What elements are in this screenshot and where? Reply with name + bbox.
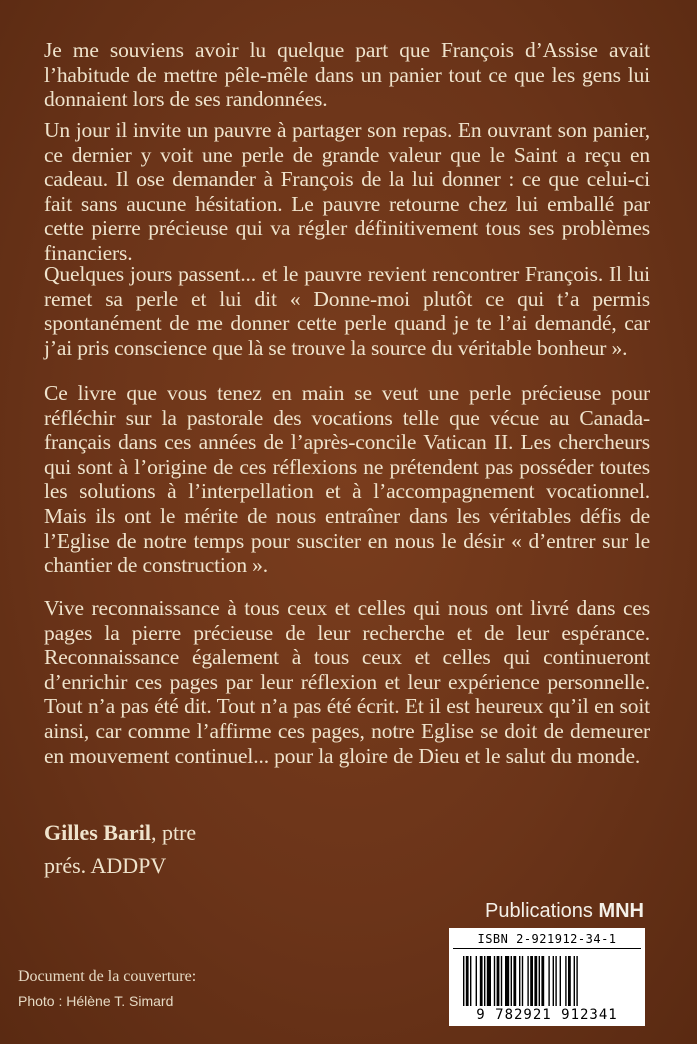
barcode-bar <box>534 956 537 1006</box>
barcode-bar <box>487 956 491 1006</box>
barcode-bar <box>470 956 471 1006</box>
barcode-bar <box>466 956 469 1006</box>
publisher-logo <box>485 900 644 923</box>
body-paragraph: Ce livre que vous tenez en main se veut une perle précieuse pour réfléchir sur la pastorale des vocations telle que vécue au Canada-français dans ces années de l’après-concile Vatican II. Les chercheurs qui sont à l’origine de ces réflexions ne prétendent pas posséder toutes les solutions à l’interpellation et à l’accompagnement vocationnel. Mais ils ont le mérite de nous entraîner dans les véritables défis de l’Eglise de notre temps pour susciter en nous le désir « d’entrer sur le chantier de construction ». <box>44 381 650 578</box>
barcode-bar <box>555 956 556 1006</box>
barcode-bar <box>484 956 485 1006</box>
barcode-bar <box>511 956 512 1006</box>
barcode-bar <box>541 956 544 1006</box>
barcode-bar <box>522 956 523 1006</box>
isbn-label: ISBN 2-921912-34-1 <box>453 932 641 949</box>
signature-title: , ptre <box>150 820 197 845</box>
publisher-prefix: Publications <box>485 900 599 922</box>
body-paragraph: Quelques jours passent... et le pauvre revient rencontrer François. Il lui remet sa perle et lui dit « Donne-moi plutôt ce qui t’a permis spontanément de me donner cette perle quand je te l’ai demandé, car j’ai pris conscience que là se trouve la source du véritable bonheur ». <box>44 262 650 360</box>
barcode-digits: 9 782921 912341 <box>476 1007 618 1023</box>
barcode-bar <box>565 956 566 1006</box>
signature-role: prés. ADDPV <box>44 853 167 878</box>
body-paragraph: Un jour il invite un pauvre à partager son repas. En ouvrant son panier, ce dernier y voit une perle de grande valeur que le Saint a reçu en cadeau. Il ose demander à François de la lui donner : ce que celui-ci fait sans aucune hésitation. Le pauvre retourne chez lui emballé par cette pierre précieuse qui va régler définitivement tous ses problèmes financiers. <box>44 118 650 265</box>
barcode-bar <box>476 956 477 1006</box>
signature-name: Gilles Baril <box>44 820 151 845</box>
barcode-bar <box>505 956 509 1006</box>
cover-credit-label: Document de la couverture: <box>18 968 197 985</box>
barcode-bar <box>463 956 464 1006</box>
barcode-bar <box>480 956 483 1006</box>
barcode-bar <box>560 956 561 1006</box>
signature <box>44 820 196 846</box>
photo-credit: Photo : Hélène T. Simard <box>18 993 174 1009</box>
publisher-brand: MNH <box>598 900 644 922</box>
barcode-bar <box>574 956 575 1006</box>
isbn-barcode <box>449 928 645 1026</box>
barcode-bar <box>501 956 502 1006</box>
barcode-bar <box>527 956 528 1006</box>
barcode-bar <box>530 956 533 1006</box>
barcode-bar <box>568 956 571 1006</box>
barcode-bar <box>497 956 500 1006</box>
barcode-bar <box>519 956 520 1006</box>
barcode-bar <box>553 956 554 1006</box>
barcode-bar <box>548 956 549 1006</box>
barcode-bar <box>494 956 495 1006</box>
barcode-bar <box>539 956 540 1006</box>
barcode-bar <box>513 956 516 1006</box>
body-paragraph: Je me souviens avoir lu quelque part que François d’Assise avait l’habitude de mettre pêle-mêle dans un panier tout ce que les gens lui donnaient lors de ses randonnées. <box>44 38 650 112</box>
barcode-bar <box>576 956 577 1006</box>
barcode-icon <box>463 956 631 1006</box>
body-paragraph: Vive reconnaissance à tous ceux et celles qui nous ont livré dans ces pages la pierre précieuse de leur recherche et de leur espérance. Reconnaissance également à tous ceux et celles qui continueront d’enrichir ces pages par leur réflexion et leur expérience personnelle. Tout n’a pas été dit. Tout n’a pas été écrit. Et il est heureux qu’il en soit ainsi, car comme l’affirme ces pages, notre Eglise se doit de demeurer en mouvement continuel... pour la gloire de Dieu et le salut du monde. <box>44 596 650 768</box>
